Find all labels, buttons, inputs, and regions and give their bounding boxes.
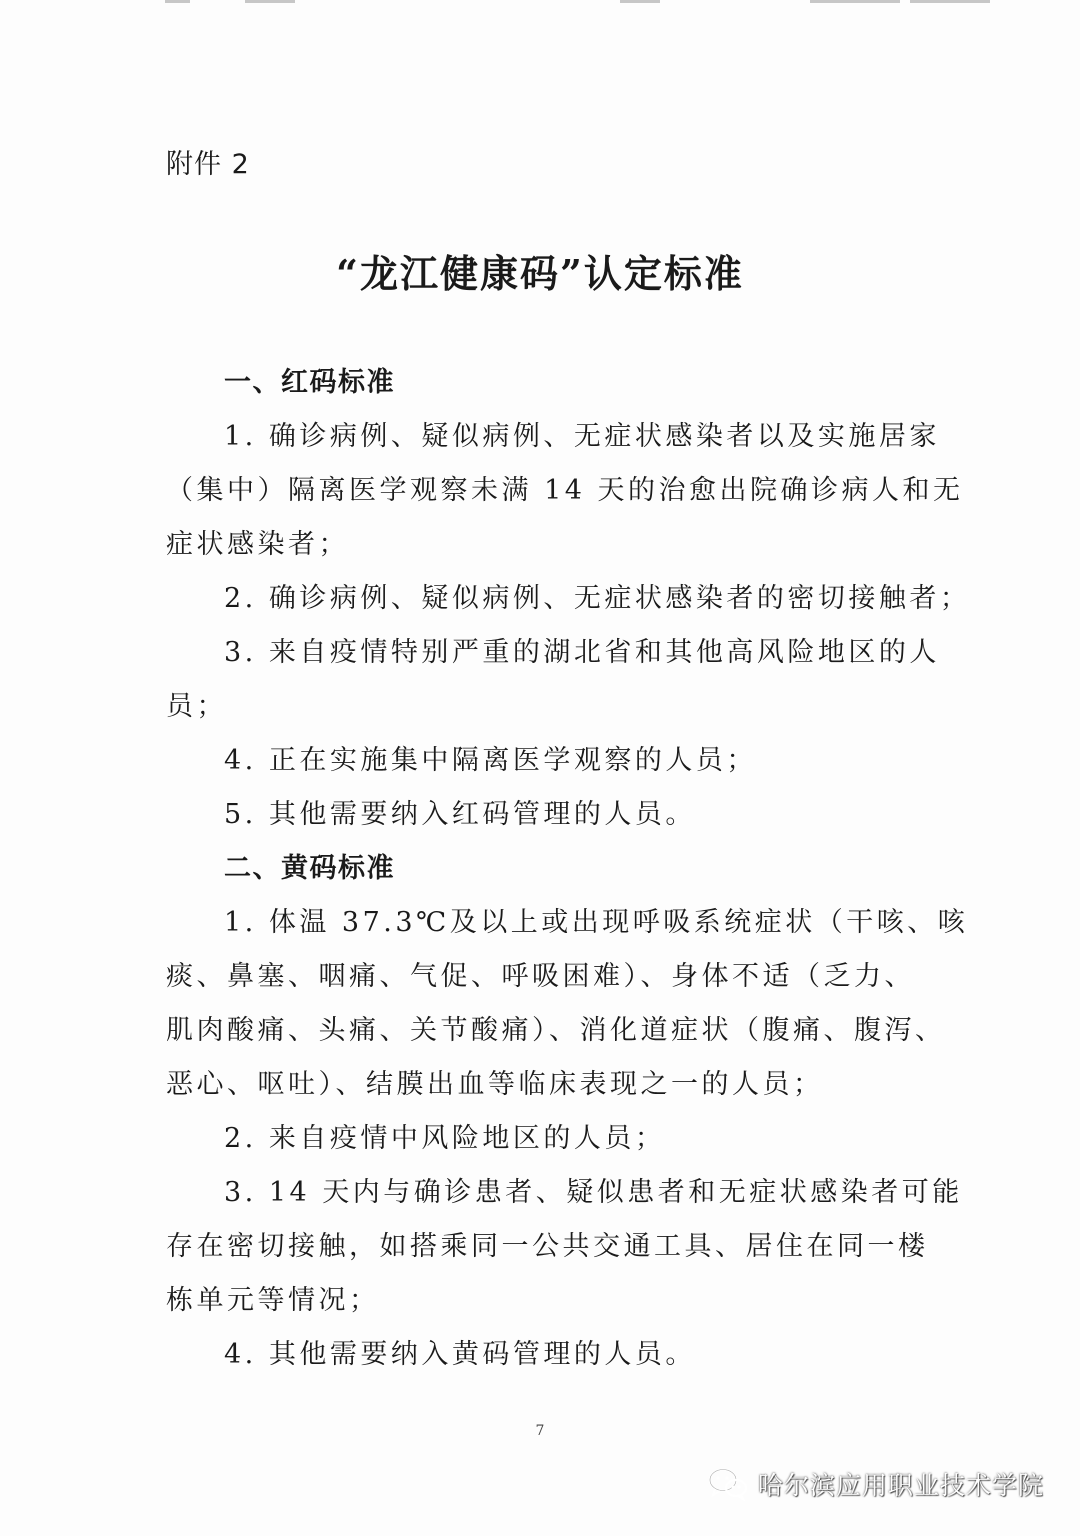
paragraph-line: 4. 正在实施集中隔离医学观察的人员； bbox=[224, 745, 757, 776]
paragraph-line: 恶心、呕吐）、结膜出血等临床表现之一的人员； bbox=[166, 1069, 824, 1100]
wechat-icon bbox=[708, 1467, 748, 1501]
paragraph-line: 2. 来自疫情中风险地区的人员； bbox=[224, 1123, 666, 1154]
paragraph-line: 员； bbox=[166, 691, 227, 722]
paragraph-line: 存在密切接触，如搭乘同一公共交通工具、居住在同一楼 bbox=[166, 1231, 929, 1262]
paragraph-line: （集中）隔离医学观察未满 14 天的治愈出院确诊病人和无 bbox=[166, 475, 964, 506]
paragraph-line: 3. 来自疫情特别严重的湖北省和其他高风险地区的人 bbox=[224, 637, 940, 668]
paragraph-line: 5. 其他需要纳入红码管理的人员。 bbox=[224, 799, 696, 830]
section-heading-yellow: 二、黄码标准 bbox=[224, 853, 395, 884]
paragraph-line: 1. 确诊病例、疑似病例、无症状感染者以及实施居家 bbox=[224, 421, 940, 452]
scan-mark bbox=[245, 0, 295, 3]
page-number: 7 bbox=[535, 1423, 545, 1439]
paragraph-line: 2. 确诊病例、疑似病例、无症状感染者的密切接触者； bbox=[224, 583, 971, 614]
paragraph-line: 4. 其他需要纳入黄码管理的人员。 bbox=[224, 1339, 696, 1370]
scan-mark bbox=[810, 0, 900, 3]
paragraph-line: 栋单元等情况； bbox=[166, 1285, 380, 1316]
scan-mark bbox=[910, 0, 990, 3]
attachment-label: 附件 2 bbox=[166, 149, 250, 180]
watermark-text: 哈尔滨应用职业技术学院 bbox=[757, 1471, 1044, 1500]
paragraph-line: 痰、鼻塞、咽痛、气促、呼吸困难）、身体不适（乏力、 bbox=[166, 961, 915, 992]
document-body bbox=[166, 356, 971, 1382]
scan-mark bbox=[165, 0, 190, 3]
watermark bbox=[708, 1466, 1044, 1502]
paragraph-line: 症状感染者； bbox=[166, 529, 349, 560]
paragraph-line: 肌肉酸痛、头痛、关节酸痛）、消化道症状（腹痛、腹泻、 bbox=[166, 1015, 946, 1046]
paragraph-line: 1. 体温 37.3℃及以上或出现呼吸系统症状（干咳、咳 bbox=[224, 907, 969, 938]
section-heading-red: 一、红码标准 bbox=[224, 367, 395, 398]
paragraph-line: 3. 14 天内与确诊患者、疑似患者和无症状感染者可能 bbox=[224, 1177, 963, 1208]
document-title: “龙江健康码”认定标准 bbox=[336, 251, 744, 296]
scan-mark bbox=[620, 0, 660, 3]
